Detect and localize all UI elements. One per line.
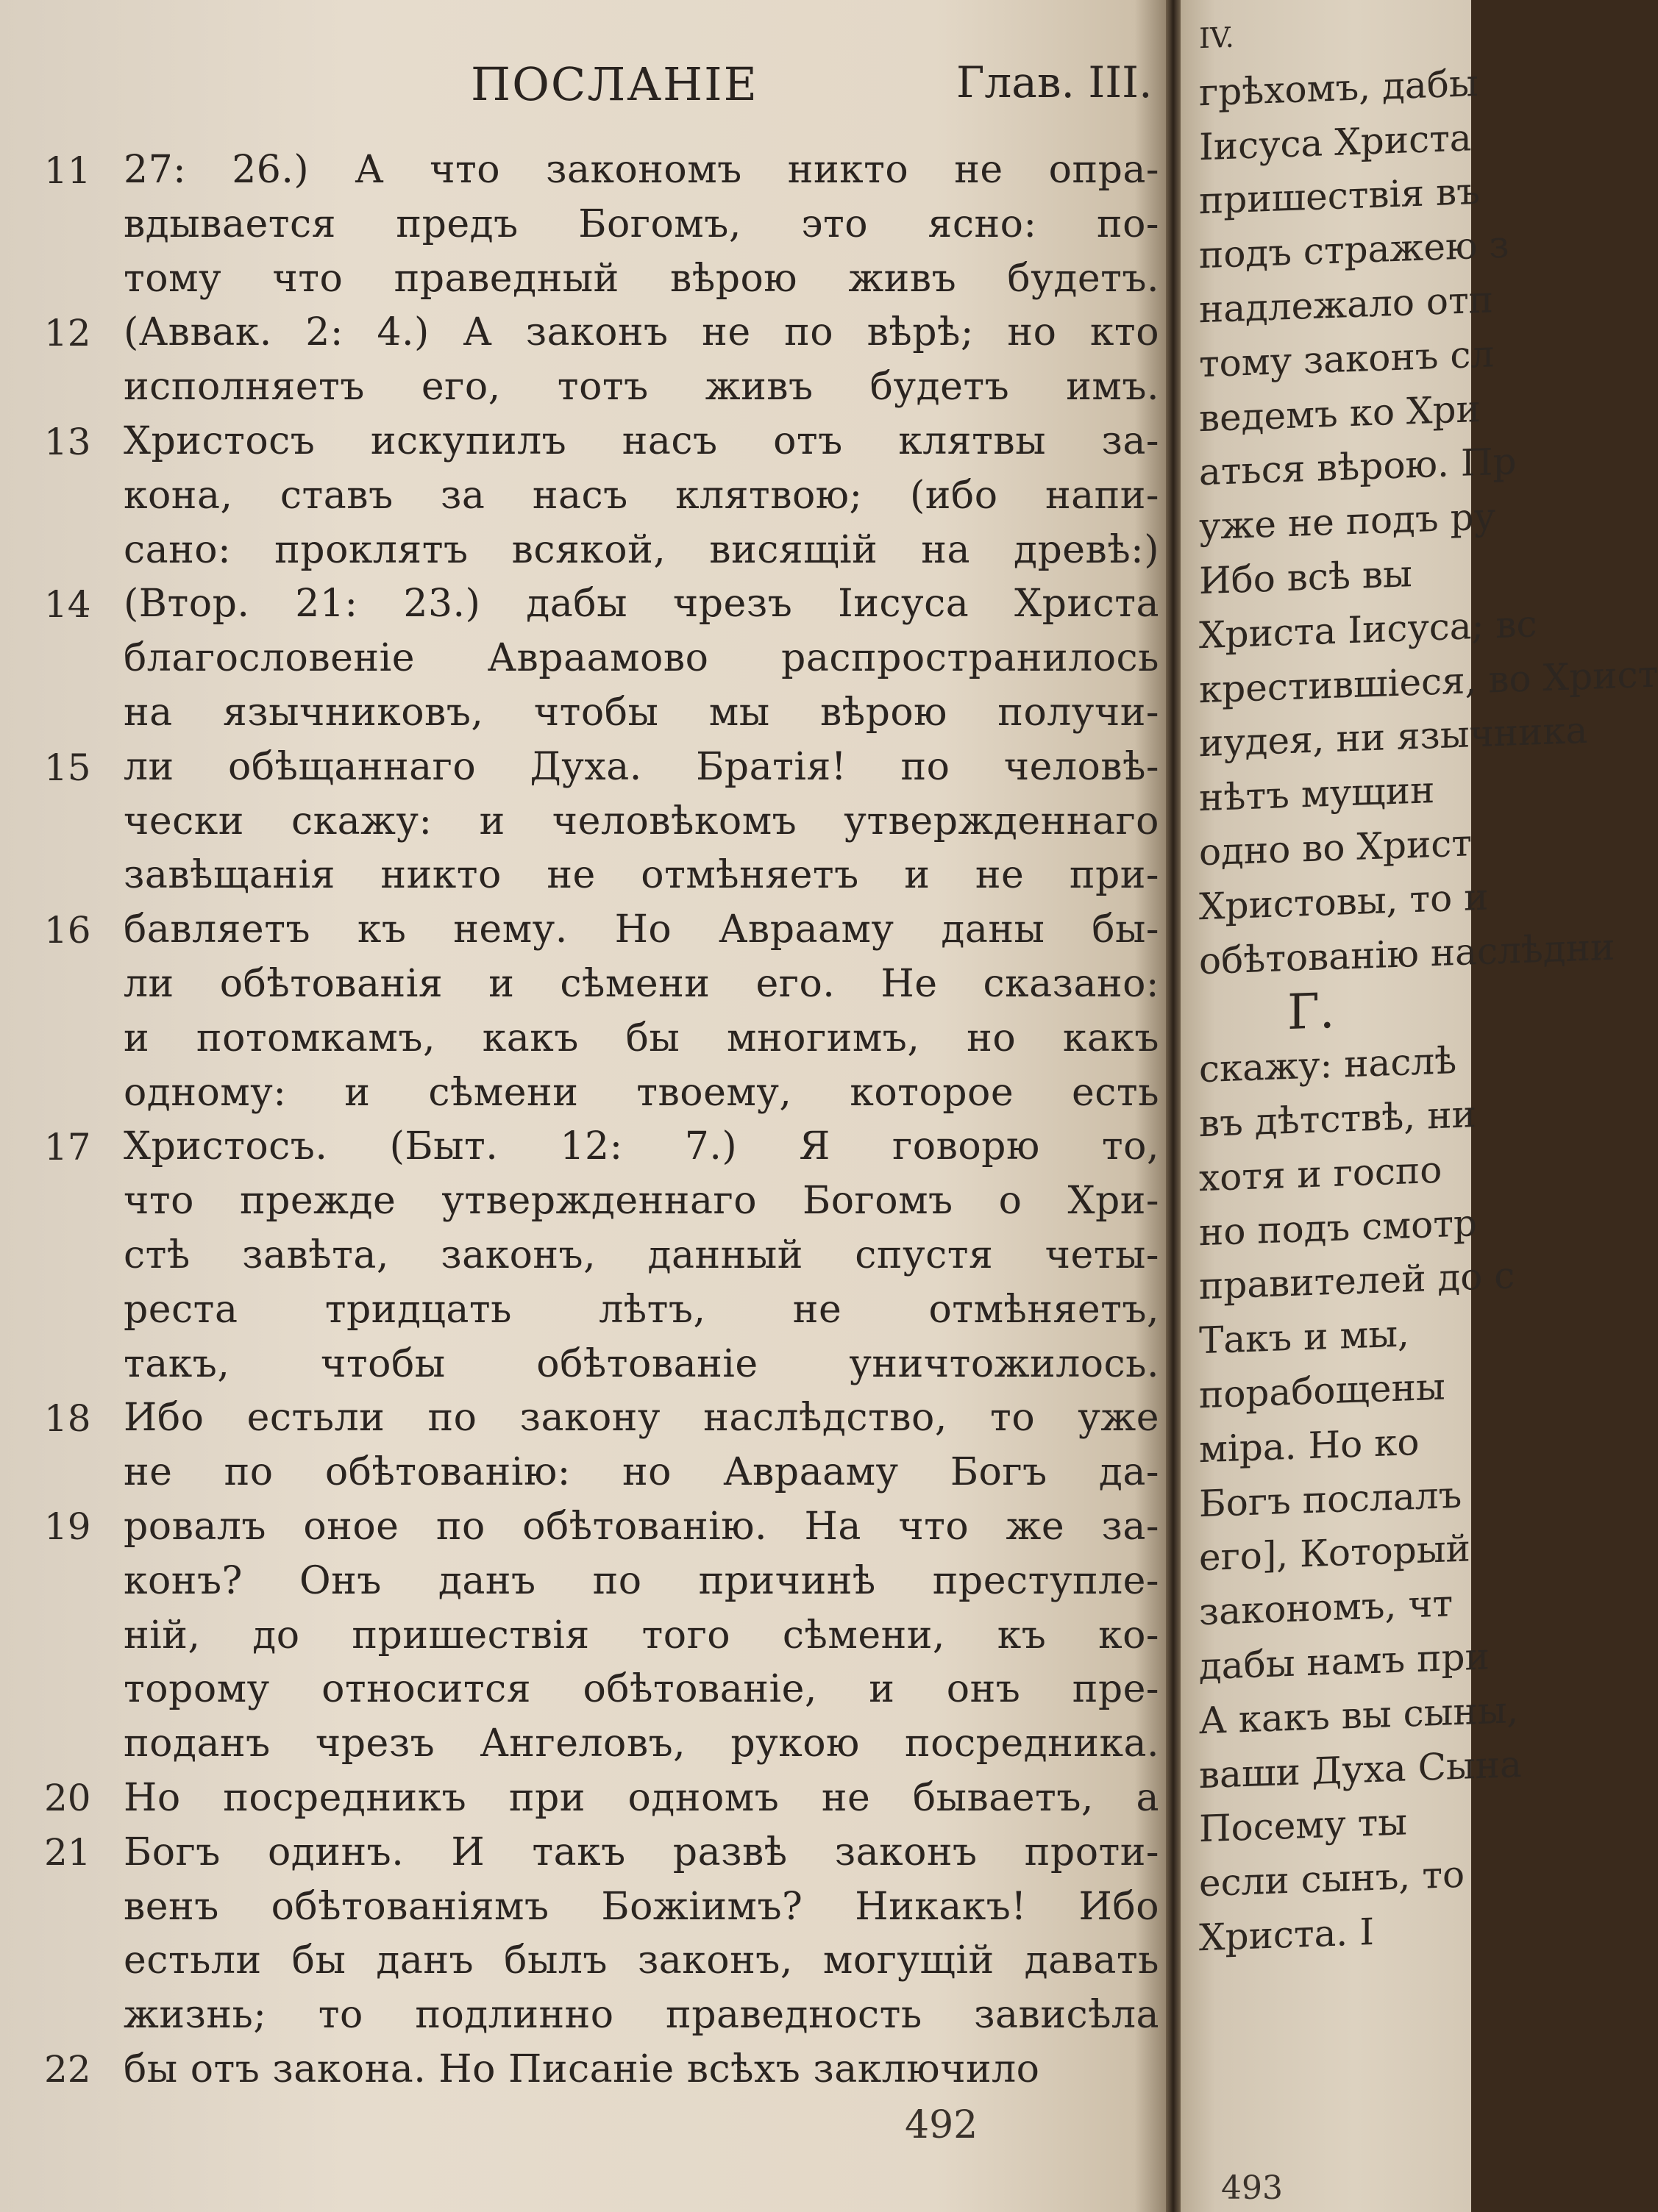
- running-head-title: ПОСЛАНІЕ: [471, 57, 758, 111]
- text-line: Богъ одинъ. И такъ развѣ законъ проти-: [124, 1830, 1159, 1874]
- text-line: реста тридцать лѣтъ, не отмѣняетъ,: [124, 1287, 1159, 1332]
- verse-number: 11: [44, 149, 91, 192]
- page-number-left: 492: [905, 2103, 978, 2147]
- text-line: что прежде утвержденнаго Богомъ о Хри-: [124, 1179, 1159, 1224]
- verse-number: 18: [44, 1397, 91, 1440]
- right-text-line: IV.: [1199, 21, 1234, 55]
- right-text-line: грѣхомъ, дабы: [1199, 61, 1479, 115]
- right-text-line: Христа Іисуса; вс: [1199, 602, 1537, 657]
- text-line: Христосъ искупилъ насъ отъ клятвы за-: [124, 418, 1159, 463]
- verse-number: 22: [44, 2048, 91, 2091]
- text-line: исполняетъ его, тотъ живъ будетъ имъ.: [124, 365, 1159, 410]
- body-text: [124, 143, 1159, 2097]
- text-line: кона, ставъ за насъ клятвою; (ибо напи-: [124, 473, 1159, 518]
- right-text-line: Такъ и мы,: [1199, 1312, 1409, 1363]
- text-line: Христосъ. (Быт. 12: 7.) Я говорю то,: [124, 1124, 1159, 1169]
- verse-number: 20: [44, 1777, 91, 1819]
- text-line: одному: и сѣмени твоему, которое есть: [124, 1070, 1159, 1115]
- page-number-right: 493: [1221, 2169, 1283, 2207]
- right-text-line: если сынъ, то: [1199, 1852, 1465, 1905]
- right-text-line: Христа. І: [1199, 1910, 1374, 1960]
- running-head: [0, 57, 1170, 124]
- right-text-line: Іисуса Христа: [1199, 115, 1472, 168]
- right-text-line: Богъ послалъ: [1199, 1473, 1462, 1525]
- text-line: чески скажу: и человѣкомъ утвержденнаго: [124, 799, 1159, 843]
- right-text-line: аться вѣрою. Пр: [1199, 440, 1517, 494]
- right-text-line: Ибо всѣ вы: [1199, 552, 1412, 603]
- text-line: сано: проклятъ всякой, висящій на древѣ:): [124, 527, 1159, 572]
- right-text-line: скажу: наслѣ: [1199, 1039, 1457, 1091]
- verse-number: 14: [44, 583, 91, 626]
- verse-number: 16: [44, 909, 91, 952]
- right-text-line: уже не подъ ру: [1199, 495, 1496, 549]
- verse-number: 21: [44, 1831, 91, 1874]
- text-line: ній, до пришествія того сѣмени, къ ко-: [124, 1613, 1159, 1658]
- text-line: (Втор. 21: 23.) дабы чрезъ Іисуса Христа: [124, 582, 1159, 627]
- text-line: на язычниковъ, чтобы мы вѣрою получи-: [124, 690, 1159, 735]
- text-line: не по обѣтованію: но Аврааму Богъ да-: [124, 1450, 1159, 1495]
- text-line: бы отъ закона. Но Писаніе всѣхъ заключило: [124, 2047, 1040, 2091]
- right-text-line: порабощены: [1199, 1365, 1445, 1417]
- text-line: Ибо естьли по закону наслѣдство, то уже: [124, 1396, 1159, 1441]
- text-line: и потомкамъ, какъ бы многимъ, но какъ: [124, 1016, 1159, 1060]
- text-line: тому что праведный вѣрою живъ будетъ.: [124, 256, 1159, 301]
- right-text-line: его], Который: [1199, 1527, 1470, 1580]
- text-line: стѣ завѣта, законъ, данный спустя четы-: [124, 1232, 1159, 1277]
- right-text-line: одно во Христ: [1199, 821, 1472, 874]
- text-line: ли обѣтованія и сѣмени его. Не сказано:: [124, 961, 1159, 1006]
- verse-number: 13: [44, 421, 91, 463]
- verse-number: 15: [44, 746, 91, 789]
- right-text-line: Посему ты: [1199, 1800, 1407, 1851]
- text-line: поданъ чрезъ Ангеловъ, рукою посредника.: [124, 1722, 1159, 1766]
- right-text-line: ведемъ ко Хри: [1199, 387, 1481, 440]
- verse-number: 19: [44, 1505, 91, 1548]
- verse-number: 12: [44, 312, 91, 354]
- right-text-line: А какъ вы сыны,: [1199, 1688, 1519, 1742]
- right-text-line: надлежало отп: [1199, 278, 1493, 332]
- right-text-line: закономъ, чт: [1199, 1582, 1454, 1634]
- text-line: естьли бы данъ былъ законъ, могущій давать: [124, 1938, 1159, 1983]
- right-text-line: подъ стражею з: [1199, 223, 1509, 277]
- right-text-line: въ дѣтствѣ, ни: [1199, 1093, 1476, 1146]
- text-line: благословеніе Авраамово распространилось: [124, 636, 1159, 681]
- text-line: ли обѣщаннаго Духа. Братія! по человѣ-: [124, 744, 1159, 789]
- text-line: такъ, чтобы обѣтованіе уничтожилось.: [124, 1341, 1159, 1386]
- running-head-chapter: Глав. III.: [956, 57, 1153, 107]
- right-text-line: ваши Духа Сына: [1199, 1742, 1522, 1797]
- right-text-line: нѣтъ мущин: [1199, 768, 1435, 820]
- text-line: вдывается предъ Богомъ, это ясно: по-: [124, 201, 1159, 246]
- text-line: жизнь; то подлинно праведность зависѣла: [124, 1993, 1159, 2038]
- right-text-line: правителей до с: [1199, 1254, 1515, 1308]
- right-text-line: дабы намъ при: [1199, 1635, 1490, 1688]
- text-line: торому относится обѣтованіе, и онъ пре-: [124, 1667, 1159, 1712]
- right-text-line: иудея, ни язычника: [1199, 709, 1588, 766]
- text-line: завѣщанія никто не отмѣняетъ и не при-: [124, 853, 1159, 898]
- right-text-line: міра. Но ко: [1199, 1420, 1420, 1471]
- right-text-line: хотя и госпо: [1199, 1148, 1442, 1200]
- right-text-line: обѣтованію наслѣдни: [1199, 925, 1615, 982]
- right-chapter-heading: Г.: [1287, 982, 1335, 1041]
- right-text-line: пришествія въ: [1199, 170, 1480, 223]
- right-page-text: [1199, 3, 1658, 1966]
- text-line: 27: 26.) А что закономъ никто не опра-: [124, 148, 1159, 192]
- right-text-line: Христовы, то и: [1199, 875, 1489, 929]
- text-line: Но посредникъ при одномъ не бываетъ, а: [124, 1775, 1159, 1820]
- right-text-line: тому законъ сл: [1199, 332, 1495, 386]
- text-line: ровалъ оное по обѣтованію. На что же за-: [124, 1504, 1159, 1549]
- right-text-line: но подъ смотр: [1199, 1201, 1477, 1254]
- text-line: бавляетъ къ нему. Но Аврааму даны бы-: [124, 907, 1159, 952]
- text-line: (Аввак. 2: 4.) А законъ не по вѣрѣ; но кто: [124, 310, 1159, 355]
- right-text-line: крестившіеся, во Христ: [1199, 652, 1658, 711]
- book-gutter: [1166, 0, 1181, 2212]
- text-line: конъ? Онъ данъ по причинѣ преступле-: [124, 1558, 1159, 1603]
- text-line: венъ обѣтованіямъ Божіимъ? Никакъ! Ибо: [124, 1884, 1159, 1929]
- verse-number: 17: [44, 1126, 91, 1169]
